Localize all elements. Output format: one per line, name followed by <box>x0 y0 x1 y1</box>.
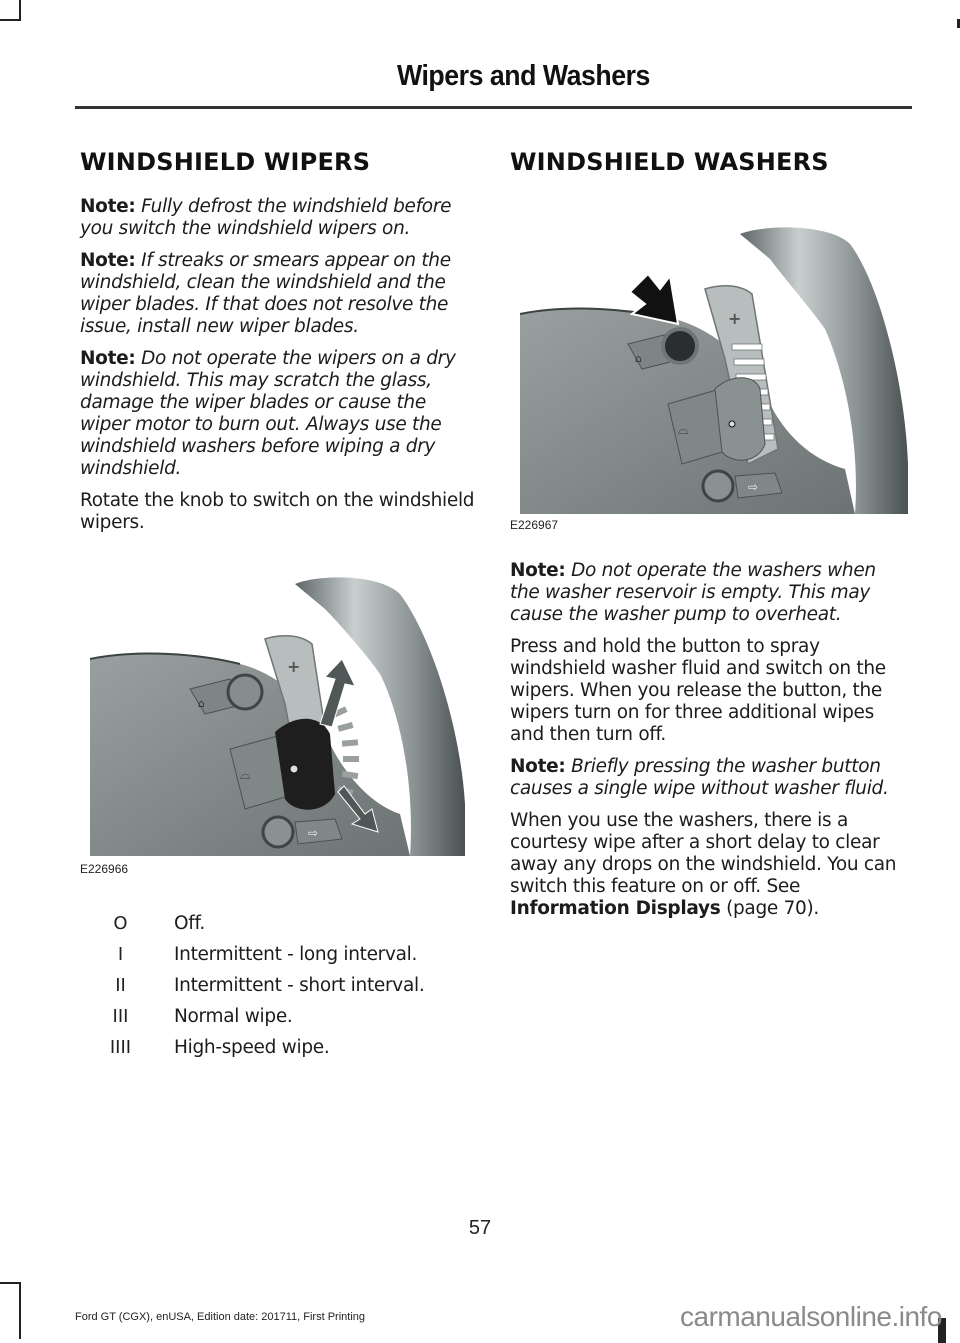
left-column <box>80 148 480 1063</box>
paragraph-courtesy-wipe <box>510 810 910 920</box>
note-brief-press <box>510 756 910 800</box>
position-row <box>80 1032 480 1063</box>
figure-washer-button <box>510 214 910 514</box>
note-streaks <box>80 250 480 338</box>
page-title: Wipers and Washers <box>397 60 650 92</box>
note-dry-windshield <box>80 348 480 480</box>
note-label: Note: <box>80 348 136 369</box>
crop-mark-bottom-left <box>0 1282 21 1339</box>
wiper-icon: ⌓ <box>678 423 689 438</box>
figure-id: E226967 <box>510 518 559 532</box>
section-heading-washers: WINDSHIELD WASHERS <box>510 148 829 176</box>
plus-icon: + <box>728 309 742 328</box>
page-header <box>75 58 912 109</box>
position-description: High-speed wipe. <box>174 1037 330 1058</box>
paragraph-press-hold: Press and hold the button to spray windshield washer fluid and switch on the wipers. When you release the button, the wipers turn on for three additional wipes and then turn off. <box>510 636 886 745</box>
section-heading-wipers: WINDSHIELD WIPERS <box>80 148 371 176</box>
note-label: Note: <box>510 560 566 581</box>
position-description: Normal wipe. <box>174 1006 293 1027</box>
xref-page: (page 70). <box>720 898 820 919</box>
page-number: 57 <box>468 1217 492 1239</box>
note-text: Briefly pressing the washer button causes a single wipe without washer fluid. <box>510 756 889 799</box>
note-defrost <box>80 196 480 240</box>
position-description: Intermittent - short interval. <box>174 975 425 996</box>
note-empty-reservoir <box>510 560 910 626</box>
position-symbol: III <box>112 1006 129 1027</box>
note-label: Note: <box>80 250 136 271</box>
turn-signal-button <box>263 817 293 847</box>
position-description: Intermittent - long interval. <box>174 944 418 965</box>
position-row <box>80 939 480 970</box>
position-symbol: IIII <box>109 1037 132 1058</box>
instruction-rotate-knob: Rotate the knob to switch on the windshield wipers. <box>80 490 475 533</box>
watermark: carmanualsonline.info <box>680 1301 942 1332</box>
turn-signal-button <box>703 471 733 501</box>
wiper-rotary-knob <box>715 378 765 460</box>
steering-wheel-wiper-illustration <box>80 564 465 856</box>
note-label: Note: <box>510 756 566 777</box>
position-row <box>80 1001 480 1032</box>
note-text: Do not operate the washers when the washer reservoir is empty. This may cause the washer pump to overheat. <box>510 560 876 625</box>
figure-wiper-knob <box>80 564 465 856</box>
note-text: If streaks or smears appear on the windshield, clean the windshield and the wiper blades. If that does not resolve the issue, install new wiper blades. <box>80 250 451 337</box>
note-label: Note: <box>80 196 136 217</box>
washer-button <box>663 329 697 363</box>
steering-wheel-washer-illustration <box>510 214 910 514</box>
position-row <box>80 970 480 1001</box>
position-symbol: II <box>115 975 126 996</box>
washer-button <box>228 675 262 709</box>
position-symbol: O <box>113 913 128 934</box>
right-column <box>510 148 910 930</box>
turn-signal-arrow-icon: ⇨ <box>308 826 319 840</box>
note-text: Fully defrost the windshield before you switch the windshield wipers on. <box>80 196 452 239</box>
courtesy-wipe-text: When you use the washers, there is a courtesy wipe after a short delay to clear away any drops on the windshield. You can switch this feature on or off. See <box>510 810 897 897</box>
crop-mark-top-left <box>0 0 21 21</box>
wiper-icon: ⌓ <box>240 768 251 783</box>
wiper-positions-list <box>80 908 480 1063</box>
position-symbol: I <box>117 944 124 965</box>
figure-id: E226966 <box>80 862 129 876</box>
edition-footer: Ford GT (CGX), enUSA, Edition date: 201711, First Printing <box>75 1311 365 1323</box>
position-row <box>80 908 480 939</box>
plus-icon: + <box>287 657 301 676</box>
position-description: Off. <box>174 913 205 934</box>
xref-information-displays[interactable]: Information Displays <box>510 898 721 919</box>
note-text: Do not operate the wipers on a dry windshield. This may scratch the glass, damage the wiper blades or cause the wiper motor to burn out. Always use the windshield washers before wiping a dry windshield. <box>80 348 456 479</box>
washer-icon: ⌂ <box>635 352 642 365</box>
turn-signal-arrow-icon: ⇨ <box>748 480 759 494</box>
washer-icon: ⌂ <box>198 697 205 710</box>
